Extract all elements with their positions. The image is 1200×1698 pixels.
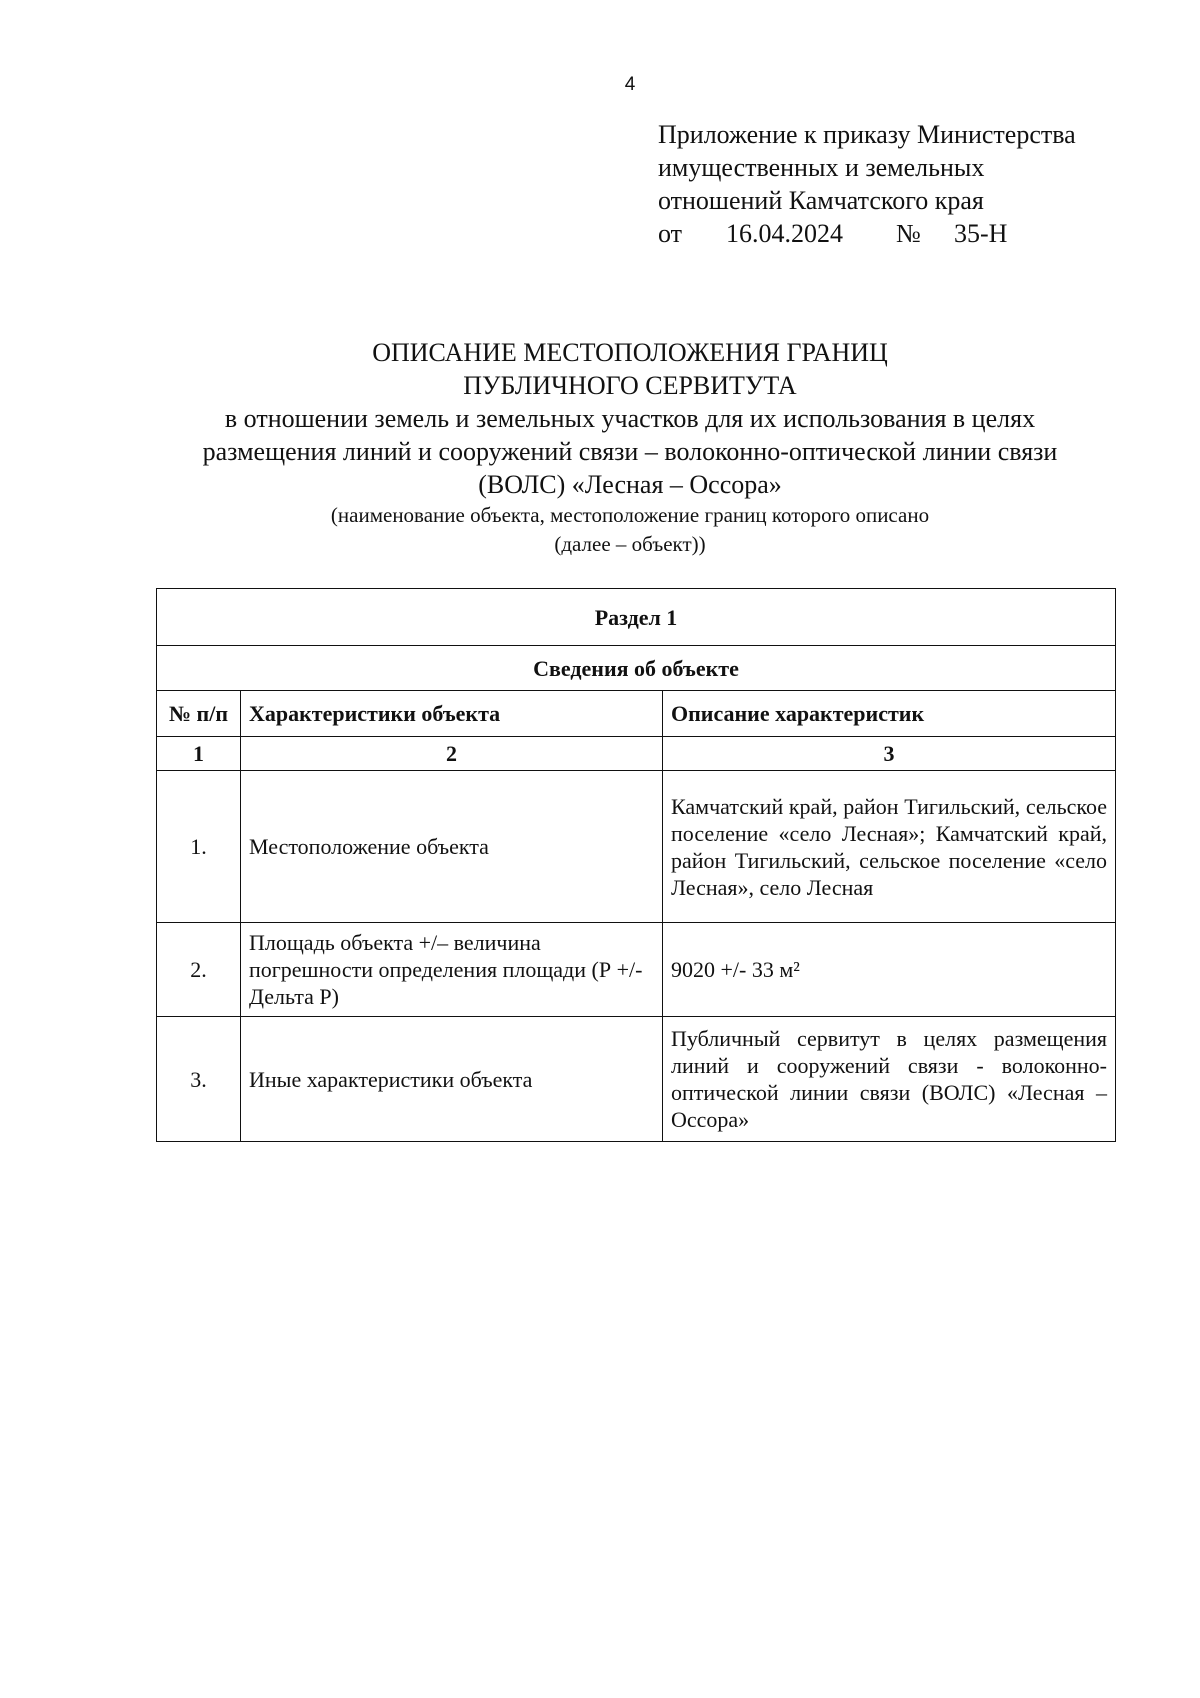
table-row: [157, 1017, 1116, 1142]
order-line: [658, 217, 1178, 250]
column-number-3: 3: [663, 737, 1116, 771]
title-line-1: ОПИСАНИЕ МЕСТОПОЛОЖЕНИЯ ГРАНИЦ: [372, 338, 888, 367]
section-title: Раздел 1: [157, 589, 1116, 646]
row-description: Камчатский край, район Тигильский, сельское поселение «село Лесная»; Камчатский край, район Тигильский, сельское поселение «село Лесная», село Лесная: [663, 771, 1116, 923]
header-number: № п/п: [157, 691, 241, 737]
row-number: 1.: [157, 771, 241, 923]
page-number: 4: [624, 74, 636, 95]
row-number: 3.: [157, 1017, 241, 1142]
order-from-label: от: [658, 219, 683, 248]
row-description: Публичный сервитут в целях размещения линий и сооружений связи - волоконно-оптической линии связи (ВОЛС) «Лесная – Оссора»: [663, 1017, 1116, 1142]
order-number: 35-Н: [954, 219, 1008, 248]
table-row: [157, 771, 1116, 923]
title-note-2: (далее – объект)): [554, 532, 706, 556]
appendix-line-3: отношений Камчатского края: [658, 186, 984, 215]
row-description: 9020 +/- 33 м²: [663, 923, 1116, 1017]
title-line-3: в отношении земель и земельных участков для их использования в целях: [224, 404, 1036, 433]
column-number-2: 2: [241, 737, 663, 771]
header-characteristic: Характеристики объекта: [241, 691, 663, 737]
row-characteristic: Площадь объекта +/– величина погрешности определения площади (Р +/- Дельта Р): [241, 923, 663, 1017]
table-row: [157, 923, 1116, 1017]
document-title: [100, 336, 1160, 559]
column-number-1: 1: [157, 737, 241, 771]
order-number-label: №: [896, 219, 921, 248]
order-date: 16.04.2024: [726, 219, 843, 248]
title-line-5: (ВОЛС) «Лесная – Оссора»: [478, 470, 782, 499]
title-line-4: размещения линий и сооружений связи – волоконно-оптической линии связи: [202, 437, 1058, 466]
object-info-table: [156, 588, 1116, 1142]
row-number: 2.: [157, 923, 241, 1017]
title-note-1: (наименование объекта, местоположение границ которого описано: [330, 503, 930, 527]
subsection-title: Сведения об объекте: [157, 646, 1116, 691]
row-characteristic: Иные характеристики объекта: [241, 1017, 663, 1142]
appendix-block: [658, 118, 1178, 250]
title-line-2: ПУБЛИЧНОГО СЕРВИТУТА: [463, 371, 797, 400]
row-characteristic: Местоположение объекта: [241, 771, 663, 923]
header-description: Описание характеристик: [663, 691, 1116, 737]
appendix-line-1: Приложение к приказу Министерства: [658, 120, 1076, 149]
appendix-line-2: имущественных и земельных: [658, 153, 985, 182]
